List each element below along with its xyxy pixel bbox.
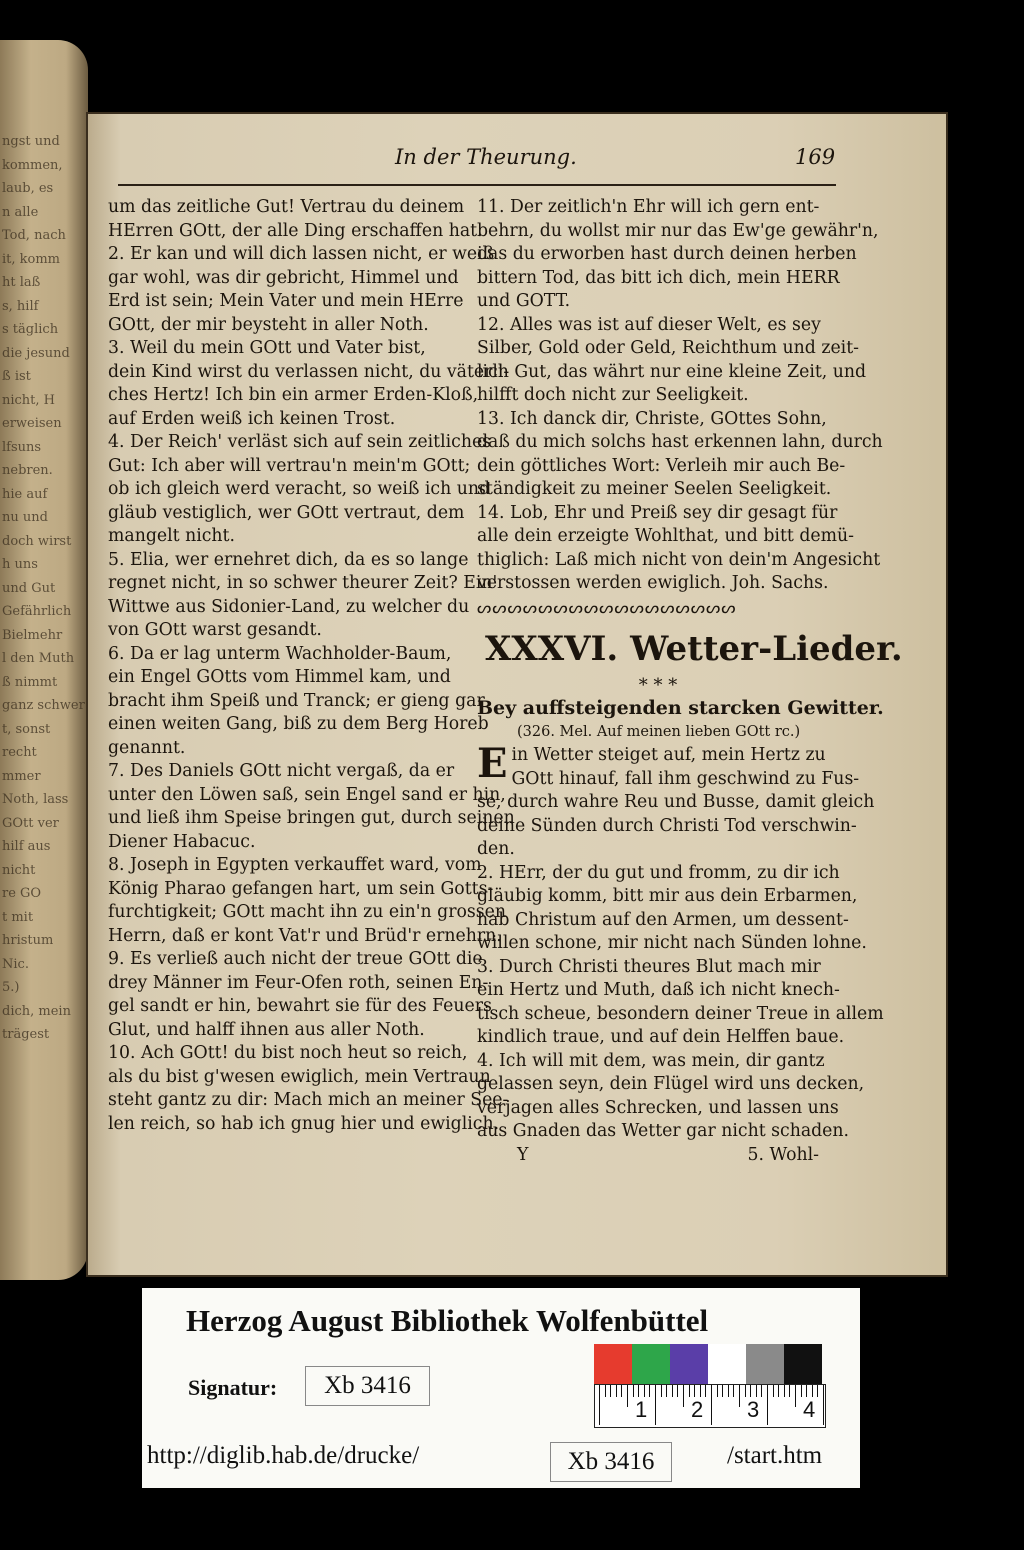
text-line: 11. Der zeitlich'n Ehr will ich gern ent- [477, 197, 820, 217]
hymn-verses [477, 740, 884, 1144]
facing-text-fragment: nicht, H [2, 392, 56, 408]
facing-text-fragment: Bielmehr [2, 627, 63, 643]
text-line: gelassen seyn, dein Flügel wird uns decken, [477, 1074, 865, 1094]
text-line: HErren GOtt, der alle Ding erschaffen hat. [108, 220, 483, 241]
ruler-tick [784, 1385, 785, 1397]
facing-text-fragment: und Gut [2, 580, 56, 596]
text-line: genannt. [108, 737, 186, 758]
facing-text-fragment: ht laß [2, 275, 41, 290]
url-suffix[interactable]: /start.htm [727, 1442, 823, 1469]
facing-text-fragment: t, sonst [2, 721, 51, 737]
facing-text-fragment: n alle [2, 204, 39, 220]
text-line: den. [477, 839, 515, 859]
text-line: hab Christum auf den Armen, um dessent- [477, 909, 849, 930]
text-line: 3. Durch Christi theures Blut mach mir [477, 956, 821, 977]
text-line: gläubig komm, bitt mir aus dein Erbarmen, [477, 886, 858, 906]
facing-page-edge [0, 40, 88, 1280]
facing-text-fragment: recht [2, 745, 37, 760]
ruler-tick [806, 1385, 807, 1397]
left-column [108, 196, 515, 1136]
text-line: mangelt nicht. [108, 526, 235, 546]
facing-text-fragment: ß ist [2, 369, 31, 384]
facing-text-fragment: kommen, [2, 157, 63, 173]
ruler-tick [795, 1385, 796, 1407]
catchword-line [477, 1144, 839, 1168]
text-line: 3. Weil du mein GOtt und Vater bist, [108, 338, 426, 358]
facing-text-fragment: h uns [2, 557, 38, 572]
facing-text-fragment: nu und [2, 510, 48, 525]
facing-text-fragment: nicht [2, 862, 36, 878]
text-line: unter den Löwen saß, sein Engel sand er hin, [108, 784, 506, 805]
text-line: Erd ist sein; Mein Vater und mein HErre [108, 291, 464, 311]
text-line: drey Männer im Feur-Ofen roth, seinen En- [108, 972, 489, 993]
text-line: lich Gut, das währt nur eine kleine Zeit, und [477, 361, 867, 382]
ruler-tick [610, 1385, 611, 1397]
ruler-tick [789, 1385, 790, 1397]
text-line: dein göttliches Wort: Verleih mir auch Be- [477, 455, 846, 476]
text-line: Silber, Gold oder Geld, Reichthum und zeit- [477, 338, 859, 358]
color-swatch [746, 1344, 784, 1384]
ruler-tick [689, 1385, 690, 1397]
text-line: verjagen alles Schrecken, und lassen uns [477, 1097, 839, 1118]
section-title: XXXVI. Wetter-Lieder. [485, 629, 903, 669]
facing-text-fragment: ngst und [2, 134, 60, 149]
text-line: Diener Habacuc. [108, 831, 256, 852]
text-line: aus Gnaden das Wetter gar nicht schaden. [477, 1121, 850, 1141]
right-column [477, 196, 903, 1167]
color-swatch [708, 1344, 746, 1384]
facing-text-fragment: Noth, lass [2, 792, 69, 807]
facing-text-fragment: hristum [2, 933, 54, 948]
text-line: 4. Der Reich' verläst sich auf sein zeitliches [108, 432, 492, 452]
text-line: deine Sünden durch Christi Tod verschwin- [477, 815, 857, 836]
ruler-tick [705, 1385, 706, 1397]
text-line: ob ich gleich werd veracht, so weiß ich und [108, 479, 491, 499]
color-swatch [670, 1344, 708, 1384]
color-swatch [632, 1344, 670, 1384]
text-line: 14. Lob, Ehr und Preiß sey dir gesagt für [477, 502, 838, 523]
ruler-tick [700, 1385, 701, 1397]
text-line: ches Hertz! Ich bin ein armer Erden-Kloß, [108, 385, 479, 405]
text-line: 9. Es verließ auch nicht der treue GOtt die [108, 949, 483, 969]
ruler-tick [677, 1385, 678, 1397]
text-line: Glut, und halff ihnen aus aller Noth. [108, 1019, 425, 1040]
text-line: 7. Des Daniels GOtt nicht vergaß, da er [108, 761, 455, 781]
color-swatch [784, 1344, 822, 1384]
text-line: von GOtt warst gesandt. [108, 620, 322, 640]
ruler-tick [649, 1385, 650, 1397]
text-line: König Pharao gefangen hart, um sein Gotts- [108, 878, 494, 899]
ruler-number: 2 [691, 1397, 704, 1422]
section-stars: * * * [638, 675, 678, 696]
ruler-number: 3 [747, 1397, 760, 1422]
facing-text-fragment: trägest [2, 1027, 50, 1042]
text-line: alle dein erzeigte Wohlthat, und bitt demü- [477, 526, 854, 546]
text-line: 6. Da er lag unterm Wachholder-Baum, [108, 643, 452, 664]
facing-text-fragment: nebren. [2, 463, 53, 478]
facing-text-fragment: hilf aus [2, 839, 51, 854]
facing-text-fragment: GOtt ver [2, 815, 59, 831]
facing-text-fragment: re GO [2, 886, 42, 901]
text-line: regnet nicht, in so schwer theurer Zeit? Ein' [108, 573, 498, 593]
facing-text-fragment: die jesund [2, 345, 70, 361]
ruler-tick [778, 1385, 779, 1397]
facing-text-fragment: s, hilf [2, 298, 39, 314]
ruler-tick [683, 1385, 684, 1407]
text-line: gläub vestiglich, wer GOtt vertraut, dem [108, 502, 465, 523]
text-line: als du bist g'wesen ewiglich, mein Vertraun [108, 1066, 491, 1087]
facing-text-fragment: l den Muth [2, 651, 75, 666]
text-line: bracht ihm Speiß und Tranck; er gieng gar [108, 690, 485, 711]
text-line: bittern Tod, das bitt ich dich, mein HERR [477, 267, 840, 288]
text-line: Wittwe aus Sidonier-Land, zu welcher du [108, 596, 470, 617]
text-line: 2. Er kan und will dich lassen nicht, er weiß [108, 244, 495, 264]
text-line: len reich, so hab ich gnug hier und ewiglich. [108, 1113, 500, 1134]
text-line: gel sandt er hin, bewahrt sie für des Feuers [108, 996, 492, 1016]
signatur-value: Xb 3416 [305, 1366, 430, 1406]
color-swatch [594, 1344, 632, 1384]
facing-text-fragment: it, komm [2, 251, 61, 267]
ruler-tick [655, 1385, 656, 1425]
text-line: und GOTT. [477, 291, 571, 311]
text-line: das du erworben hast durch deinen herben [477, 244, 857, 264]
signature-mark: Y [517, 1144, 529, 1165]
text-line: in Wetter steiget auf, mein Hertz zu [511, 745, 826, 765]
text-line: se, durch wahre Reu und Busse, damit gleich [477, 792, 875, 812]
text-line: ständigkeit zu meiner Seelen Seeligkeit. [477, 479, 832, 499]
ruler-tick [599, 1385, 600, 1425]
facing-text-fragment: dich, mein [2, 1003, 71, 1019]
drop-cap: E [477, 740, 508, 787]
ruler-tick [672, 1385, 673, 1397]
right-column-verses [477, 196, 883, 596]
facing-text-fragment: mmer [2, 768, 41, 784]
facing-text-fragment: Nic. [2, 956, 29, 972]
ruler-tick [733, 1385, 734, 1397]
melody-note: (326. Mel. Auf meinen lieben GOtt rc.) [517, 723, 801, 740]
hymn-subhead: Bey auffsteigenden starcken Gewitter. [477, 697, 884, 719]
ruler-tick [717, 1385, 718, 1397]
ruler-tick [722, 1385, 723, 1397]
text-line: gar wohl, was dir gebricht, Himmel und [108, 267, 459, 288]
ruler-tick [616, 1385, 617, 1397]
text-line: 10. Ach GOtt! du bist noch heut so reich, [108, 1043, 468, 1063]
ruler-tick [739, 1385, 740, 1407]
facing-text-fragment: Tod, nach [2, 228, 66, 243]
running-title: In der Theurung. [395, 145, 577, 169]
facing-text-fragment: s täglich [2, 322, 59, 337]
ruler-tick [627, 1385, 628, 1407]
ruler-tick [711, 1385, 712, 1425]
text-line: um das zeitliche Gut! Vertrau du deinem [108, 197, 465, 217]
facing-text-fragment: laub, es [2, 181, 54, 196]
ruler-tick [666, 1385, 667, 1397]
text-line: dein Kind wirst du verlassen nicht, du väterli- [108, 361, 510, 382]
text-line: 4. Ich will mit dem, was mein, dir gantz [477, 1050, 825, 1071]
facing-page-text [2, 130, 86, 1047]
text-line: 13. Ich danck dir, Christe, GOttes Sohn, [477, 408, 827, 429]
text-line: 8. Joseph in Egypten verkauffet ward, vom [108, 855, 482, 875]
text-line: GOtt, der mir beysteht in aller Noth. [108, 314, 429, 335]
text-line: behrn, du wollst mir nur das Ew'ge gewähr'n, [477, 220, 879, 241]
ornament-rule: ᔕᔕᔕᔕᔕᔕᔕᔕᔕᔕᔕᔕᔕᔕᔕᔕᔕ [477, 597, 737, 617]
text-line: ein Engel GOtts vom Himmel kam, und [108, 667, 451, 687]
text-line: hilfft doch nicht zur Seeligkeit. [477, 385, 749, 405]
ruler-tick [694, 1385, 695, 1397]
ruler-tick [661, 1385, 662, 1397]
ruler-tick [767, 1385, 768, 1425]
url-id[interactable]: Xb 3416 [550, 1442, 672, 1482]
header-rule [118, 184, 836, 186]
ruler-tick [621, 1385, 622, 1397]
facing-text-fragment: 5.) [2, 980, 20, 995]
ruler-tick [773, 1385, 774, 1397]
facing-text-fragment: hie auf [2, 486, 48, 502]
signatur-label: Signatur: [188, 1375, 278, 1400]
facing-text-fragment: ß nimmt [2, 674, 58, 690]
facing-text-fragment: doch wirst [2, 533, 72, 549]
ruler-tick [801, 1385, 802, 1397]
catchword: 5. Wohl- [747, 1144, 819, 1165]
ruler-tick [756, 1385, 757, 1397]
ruler-tick [728, 1385, 729, 1397]
color-calibration-strip [594, 1344, 822, 1384]
text-line: und ließ ihm Speise bringen gut, durch seinen [108, 808, 515, 828]
url-prefix[interactable]: http://diglib.hab.de/drucke/ [147, 1442, 420, 1469]
text-line: furchtigkeit; GOtt macht ihn zu ein'n grossen [108, 902, 506, 922]
ruler-tick [745, 1385, 746, 1397]
facing-text-fragment: ganz schwer [2, 698, 85, 713]
text-line: 5. Elia, wer ernehret dich, da es so lange [108, 549, 469, 570]
ruler-number: 1 [635, 1397, 648, 1422]
ruler-tick [633, 1385, 634, 1397]
text-line: willen schone, mir nicht nach Sünden lohne. [477, 933, 867, 953]
ruler-number: 4 [803, 1397, 816, 1422]
facing-text-fragment: lfsuns [2, 439, 42, 455]
text-line: thiglich: Laß mich nicht von dein'm Angesicht [477, 549, 881, 570]
ruler-tick [761, 1385, 762, 1397]
text-line: auf Erden weiß ich keinen Trost. [108, 408, 396, 429]
scale-ruler [594, 1384, 826, 1428]
text-line: steht gantz zu dir: Mach mich an meiner See- [108, 1090, 509, 1110]
page-number: 169 [795, 145, 836, 169]
text-line: Gut: Ich aber will vertrau'n mein'm GOtt; [108, 455, 471, 476]
text-line: ein Hertz und Muth, daß ich nicht knech- [477, 980, 840, 1000]
text-line: kindlich traue, und auf dein Helffen baue. [477, 1027, 845, 1047]
text-line: daß du mich solchs hast erkennen lahn, durch [477, 432, 883, 452]
ruler-tick [638, 1385, 639, 1397]
text-line: Herrn, daß er kont Vat'r und Brüd'r ernehrn. [108, 925, 502, 946]
ruler-tick [605, 1385, 606, 1397]
text-line: 2. HErr, der du gut und fromm, zu dir ich [477, 862, 840, 883]
library-name: Herzog August Bibliothek Wolfenbüttel [186, 1303, 709, 1338]
ruler-tick [817, 1385, 818, 1397]
facing-text-fragment: Gefährlich [2, 604, 72, 619]
text-line: tisch scheue, besondern deiner Treue in allem [477, 1003, 884, 1024]
text-line: einen weiten Gang, biß zu dem Berg Horeb [108, 714, 489, 734]
text-line: GOtt hinauf, fall ihm geschwind zu Fus- [511, 768, 860, 789]
facing-text-fragment: erweisen [2, 416, 62, 431]
ruler-tick [823, 1385, 824, 1425]
text-line: 12. Alles was ist auf dieser Welt, es sey [477, 314, 821, 335]
ruler-tick [750, 1385, 751, 1397]
ruler-tick [644, 1385, 645, 1397]
facing-text-fragment: t mit [2, 909, 34, 925]
text-line: verstossen werden ewiglich. Joh. Sachs. [477, 573, 829, 593]
ruler-tick [812, 1385, 813, 1397]
